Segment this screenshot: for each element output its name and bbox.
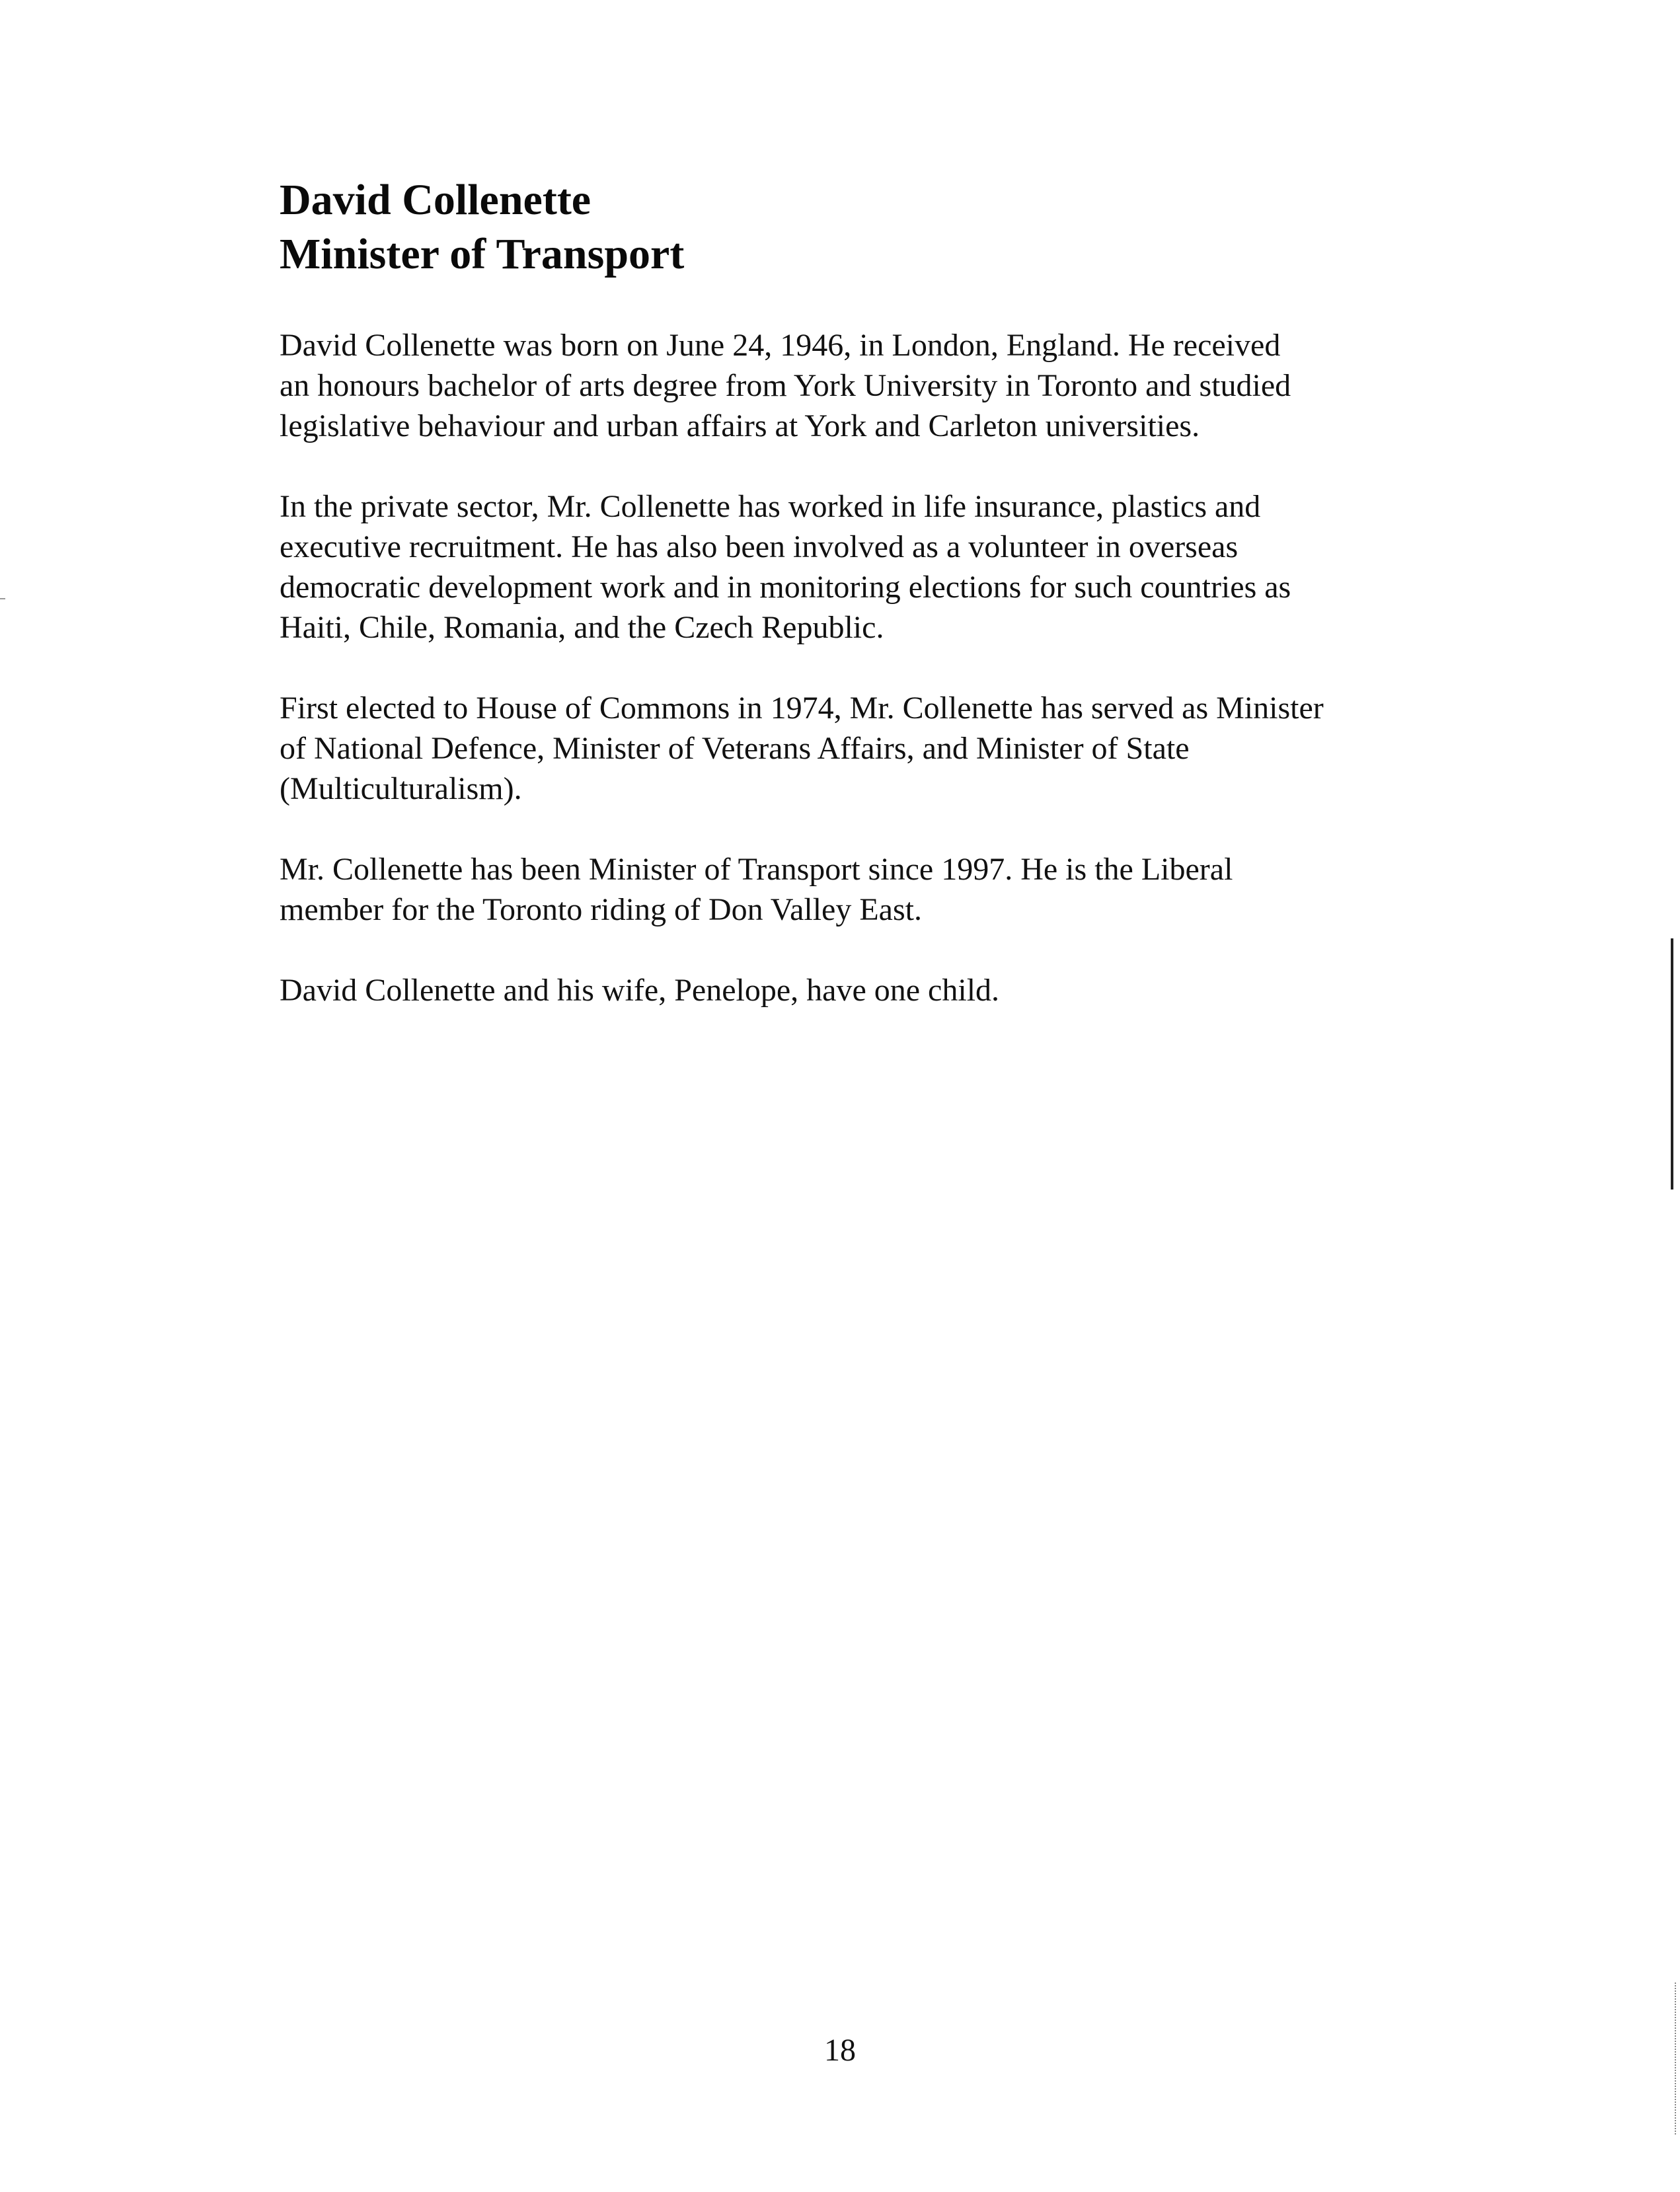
document-content [280,173,1403,1051]
heading-name: David Collenette [280,176,592,224]
page-heading [280,173,1403,282]
paragraph-line: First elected to House of Commons in 1974, Mr. Collenette has served as Minister [280,691,1324,726]
scan-edge-mark [1671,938,1673,1190]
paragraph-line: member for the Toronto riding of Don Valley East. [280,892,922,927]
paragraph-line: of National Defence, Minister of Veterans Affairs, and Minister of State [280,731,1190,766]
heading-title: Minister of Transport [280,230,685,278]
page-number: 18 [824,2033,856,2068]
paragraph-biography [280,325,1403,446]
paragraph-line: David Collenette was born on June 24, 1946, in London, England. He received [280,328,1281,363]
paragraph-line: executive recruitment. He has also been involved as a volunteer in overseas [280,529,1239,564]
body-text [280,325,1403,1010]
paragraph-line: Haiti, Chile, Romania, and the Czech Republic. [280,610,884,645]
paragraph-line: an honours bachelor of arts degree from York University in Toronto and studied [280,368,1291,403]
paragraph-private-sector [280,486,1403,648]
scan-edge-dots [1675,1983,1677,2135]
paragraph-line: In the private sector, Mr. Collenette has worked in life insurance, plastics and [280,489,1261,524]
paragraph-family [280,970,1403,1010]
paragraph-line: legislative behaviour and urban affairs at York and Carleton universities. [280,408,1200,443]
paragraph-political-career [280,688,1403,809]
paragraph-line: Mr. Collenette has been Minister of Transport since 1997. He is the Liberal [280,852,1233,887]
paragraph-current-role [280,849,1403,930]
paragraph-line: (Multiculturalism). [280,771,522,806]
paragraph-line: David Collenette and his wife, Penelope, have one child. [280,973,1000,1008]
paragraph-line: democratic development work and in monitoring elections for such countries as [280,570,1291,605]
scan-left-tick [0,598,5,599]
